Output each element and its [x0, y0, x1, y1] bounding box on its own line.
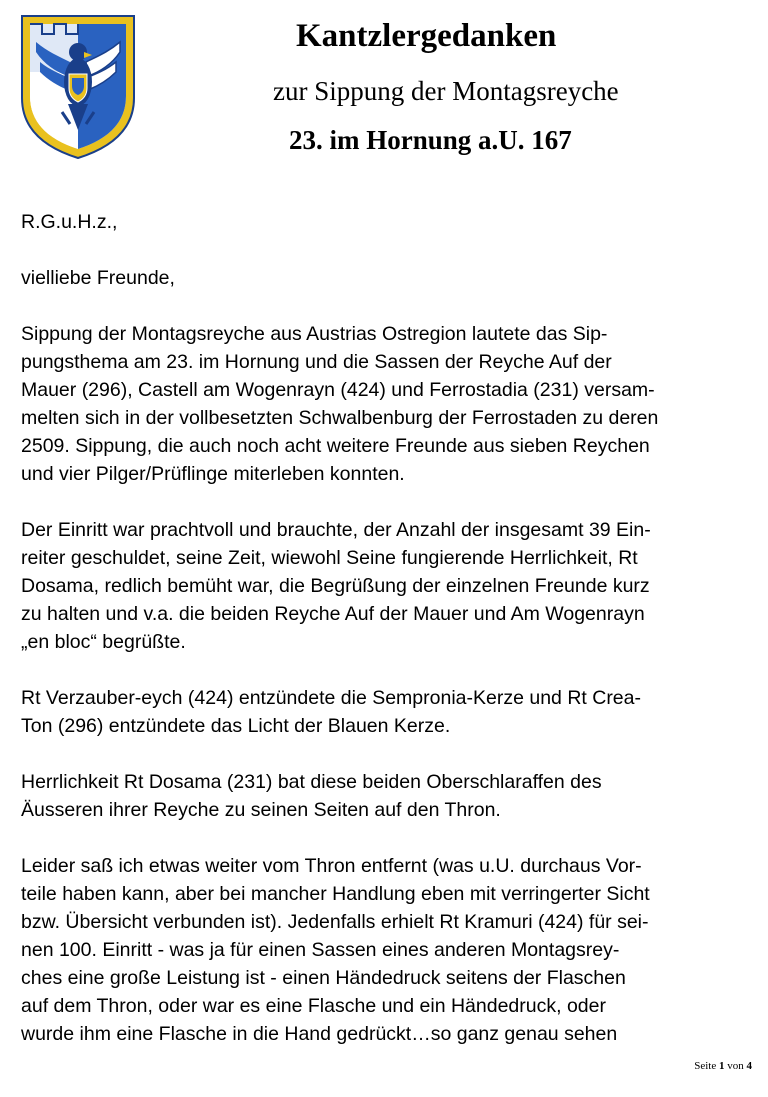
text-line: auf dem Thron, oder war es eine Flasche und ein Händedruck, oder — [21, 995, 606, 1017]
paragraph-thron — [21, 768, 753, 824]
text-line: ches eine große Leistung ist - einen Händedruck seitens der Flaschen — [21, 967, 626, 989]
paragraph-kerzen — [21, 684, 753, 740]
text-line: melten sich in der vollbesetzten Schwalbenburg der Ferrostaden zu deren — [21, 407, 659, 429]
page-label: Seite — [694, 1060, 717, 1072]
text-line: Sippung der Montagsreyche aus Austrias Ostregion lautete das Sip- — [21, 323, 608, 345]
page-number — [694, 1060, 752, 1072]
paragraph-sippung — [21, 320, 753, 488]
text-line: und vier Pilger/Prüflinge miterleben konnten. — [21, 463, 405, 485]
coat-of-arms — [18, 12, 138, 160]
salutation: vielliebe Freunde, — [21, 267, 175, 289]
text-line: zu halten und v.a. die beiden Reyche Auf der Mauer und Am Wogenrayn — [21, 603, 645, 625]
greeting: R.G.u.H.z., — [21, 211, 118, 233]
text-line: Herrlichkeit Rt Dosama (231) bat diese beiden Oberschlaraffen des — [21, 771, 602, 793]
text-line: pungsthema am 23. im Hornung und die Sassen der Reyche Auf der — [21, 351, 612, 373]
text-line: Äusseren ihrer Reyche zu seinen Seiten auf den Thron. — [21, 799, 501, 821]
text-line: teile haben kann, aber bei mancher Handlung eben mit verringerter Sicht — [21, 883, 650, 905]
text-line: nen 100. Einritt - was ja für einen Sassen eines anderen Montagsrey- — [21, 939, 620, 961]
current-page: 1 — [719, 1060, 725, 1072]
text-line: wurde ihm eine Flasche in die Hand gedrückt…so ganz genau sehen — [21, 1023, 618, 1045]
coat-of-arms-eagle-icon — [22, 16, 134, 158]
text-line: „en bloc“ begrüßte. — [21, 631, 186, 653]
text-line: Der Einritt war prachtvoll und brauchte, der Anzahl der insgesamt 39 Ein- — [21, 519, 651, 541]
text-line: Leider saß ich etwas weiter vom Thron entfernt (was u.U. durchaus Vor- — [21, 855, 642, 877]
text-line: 2509. Sippung, die auch noch acht weitere Freunde aus sieben Reychen — [21, 435, 650, 457]
text-line: reiter geschuldet, seine Zeit, wiewohl Seine fungierende Herrlichkeit, Rt — [21, 547, 638, 569]
text-line: Ton (296) entzündete das Licht der Blauen Kerze. — [21, 715, 451, 737]
letter-body — [21, 208, 753, 1076]
paragraph-einritt — [21, 516, 753, 656]
page-title: Kantzlergedanken — [296, 18, 557, 54]
page-date: 23. im Hornung a.U. 167 — [289, 125, 572, 155]
total-pages: 4 — [746, 1060, 752, 1072]
paragraph-einritt-jubilaeum — [21, 852, 753, 1048]
page-separator: von — [727, 1060, 744, 1072]
text-line: Dosama, redlich bemüht war, die Begrüßung der einzelnen Freunde kurz — [21, 575, 650, 597]
page-subtitle: zur Sippung der Montagsreyche — [273, 76, 619, 106]
text-line: bzw. Übersicht verbunden ist). Jedenfalls erhielt Rt Kramuri (424) für sei- — [21, 911, 649, 933]
text-line: Mauer (296), Castell am Wogenrayn (424) und Ferrostadia (231) versam- — [21, 379, 655, 401]
text-line: Rt Verzauber-eych (424) entzündete die Sempronia-Kerze und Rt Crea- — [21, 687, 641, 709]
